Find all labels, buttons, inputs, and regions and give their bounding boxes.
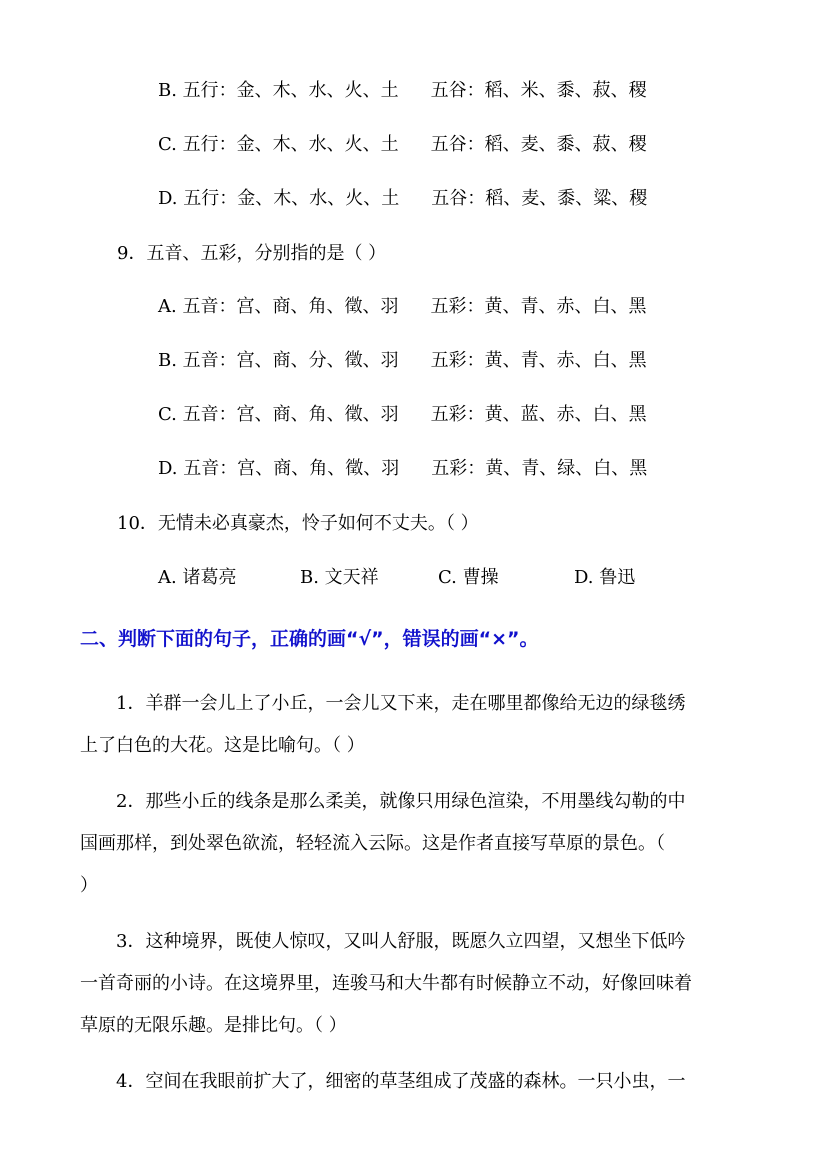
judge-item-2-line-3: ） — [80, 875, 98, 896]
q8-option-c-wuxing: C. 五行：金、木、水、火、土 — [158, 134, 399, 155]
q9-option-d — [158, 457, 647, 481]
q8-option-d-wugu: 五谷：稻、麦、黍、粱、稷 — [431, 188, 648, 209]
judge-item-3-line-3: 草原的无限乐趣。是排比句。（ ） — [80, 1015, 347, 1036]
judge-item-2-line-2: 国画那样，到处翠色欲流，轻轻流入云际。这是作者直接写草原的景色。（ — [80, 833, 665, 854]
q8-option-c-wugu: 五谷：稻、麦、黍、菽、稷 — [430, 134, 647, 155]
judge-item-1-line-1: 1．羊群一会儿上了小丘，一会儿又下来，走在哪里都像给无边的绿毯绣 — [80, 693, 686, 714]
q10-option-a: A. 诸葛亮 — [158, 567, 237, 588]
judge-item-3-line-1: 3．这种境界，既使人惊叹，又叫人舒服，既愿久立四望，又想坐下低吟 — [80, 931, 686, 952]
q9-option-c — [158, 403, 647, 427]
judge-item-1-line-2: 上了白色的大花。这是比喻句。（ ） — [80, 735, 365, 756]
q9-option-d-wuyin: D. 五音：宫、商、角、徵、羽 — [158, 458, 400, 479]
q9-option-c-wuyin: C. 五音：宫、商、角、徵、羽 — [158, 404, 399, 425]
q10-option-d: D. 鲁迅 — [574, 567, 636, 588]
q8-option-d — [158, 187, 647, 211]
q9-option-b-wuyin: B. 五音：宫、商、分、徵、羽 — [158, 350, 399, 371]
section-2-heading: 二、判断下面的句子，正确的画“√”，错误的画“×”。 — [80, 628, 539, 650]
q9-option-b-wucai: 五彩：黄、青、赤、白、黑 — [430, 350, 647, 371]
q8-option-b-wuxing: B. 五行：金、木、水、火、土 — [158, 80, 399, 101]
q9-stem: 9．五音、五彩，分别指的是（ ） — [117, 243, 387, 264]
q8-option-b — [158, 79, 647, 103]
q9-option-a-wuyin: A. 五音：宫、商、角、徵、羽 — [158, 296, 399, 317]
judge-item-2-line-1: 2．那些小丘的线条是那么柔美，就像只用绿色渲染，不用墨线勾勒的中 — [80, 791, 686, 812]
q10-options — [158, 566, 635, 590]
q9-option-b — [158, 349, 647, 373]
judge-item-3-line-2: 一首奇丽的小诗。在这境界里，连骏马和大牛都有时候静立不动，好像回味着 — [80, 973, 692, 994]
q10-stem: 10．无情未必真豪杰，怜子如何不丈夫。（ ） — [117, 513, 479, 534]
q8-option-b-wugu: 五谷：稻、米、黍、菽、稷 — [430, 80, 647, 101]
q9-option-a-wucai: 五彩：黄、青、赤、白、黑 — [430, 296, 647, 317]
q8-option-c — [158, 133, 647, 157]
q9-option-a — [158, 295, 646, 319]
q9-option-c-wucai: 五彩：黄、蓝、赤、白、黑 — [430, 404, 647, 425]
q10-option-b: B. 文天祥 — [300, 567, 379, 588]
judge-item-4-line-1: 4．空间在我眼前扩大了，细密的草茎组成了茂盛的森林。一只小虫，一 — [80, 1071, 686, 1092]
q8-option-d-wuxing: D. 五行：金、木、水、火、土 — [158, 188, 400, 209]
q9-option-d-wucai: 五彩：黄、青、绿、白、黑 — [431, 458, 648, 479]
q10-option-c: C. 曹操 — [438, 567, 499, 588]
